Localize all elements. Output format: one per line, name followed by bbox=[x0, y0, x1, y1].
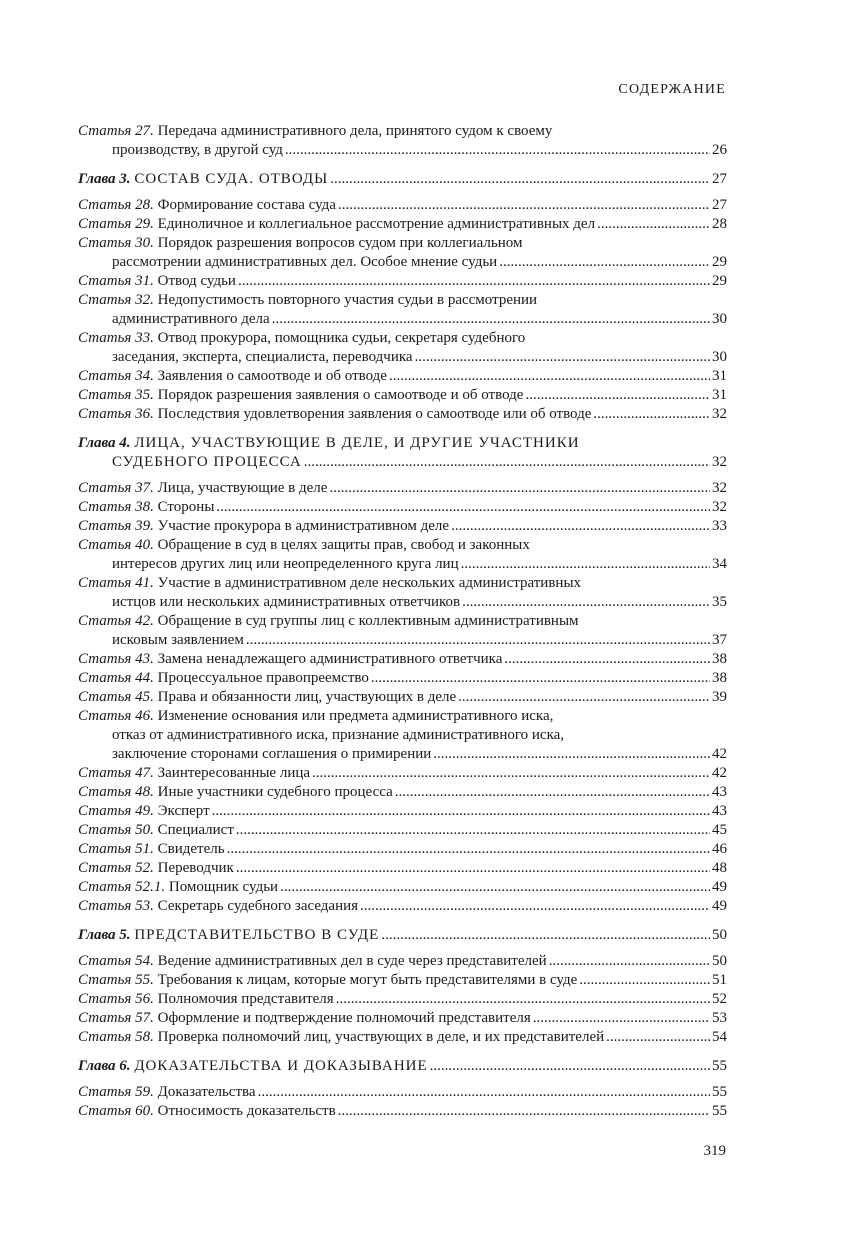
toc-article-entry bbox=[78, 291, 727, 329]
article-number: Статья 34. bbox=[78, 368, 154, 384]
toc-chapter-entry bbox=[78, 434, 727, 472]
dot-leader bbox=[338, 196, 710, 215]
toc-entry-line bbox=[78, 669, 727, 688]
article-number: Статья 53. bbox=[78, 898, 154, 914]
entry-page-number: 26 bbox=[712, 142, 727, 158]
entry-page-number: 48 bbox=[712, 860, 727, 876]
toc-entry-line bbox=[78, 631, 727, 650]
entry-title: СУДЕБНОГО ПРОЦЕССА bbox=[112, 454, 302, 470]
toc-article-entry bbox=[78, 878, 727, 897]
toc-article-entry bbox=[78, 498, 727, 517]
toc-entry-line bbox=[78, 764, 727, 783]
article-number: Статья 52.1. bbox=[78, 879, 166, 895]
toc-entry-line bbox=[78, 215, 727, 234]
dot-leader bbox=[336, 990, 710, 1009]
toc-chapter-entry bbox=[78, 926, 727, 945]
entry-title: Порядок разрешения заявления о самоотводе и об отводе bbox=[157, 387, 524, 403]
dot-leader bbox=[593, 405, 710, 424]
entry-title: Права и обязанности лиц, участвующих в деле bbox=[157, 689, 457, 705]
toc-article-entry bbox=[78, 707, 727, 764]
toc-article-entry bbox=[78, 802, 727, 821]
dot-leader bbox=[329, 479, 710, 498]
toc-article-entry bbox=[78, 952, 727, 971]
toc-entry-line bbox=[78, 688, 727, 707]
entry-title: СОСТАВ СУДА. ОТВОДЫ bbox=[134, 171, 329, 187]
entry-page-number: 35 bbox=[712, 594, 727, 610]
dot-leader bbox=[216, 498, 710, 517]
toc-entry-line bbox=[78, 783, 727, 802]
dot-leader bbox=[272, 310, 710, 329]
entry-title: Изменение основания или предмета административного иска, bbox=[157, 708, 554, 724]
toc-article-entry bbox=[78, 272, 727, 291]
article-number: Статья 38. bbox=[78, 499, 154, 515]
toc-entry-line bbox=[78, 253, 727, 272]
article-number: Статья 60. bbox=[78, 1103, 154, 1119]
dot-leader bbox=[304, 453, 710, 472]
article-number: Статья 56. bbox=[78, 991, 154, 1007]
entry-page-number: 42 bbox=[712, 746, 727, 762]
toc-article-entry bbox=[78, 574, 727, 612]
entry-title: Ведение административных дел в суде через представителей bbox=[157, 953, 547, 969]
toc-entry-line bbox=[78, 310, 727, 329]
article-number: Статья 42. bbox=[78, 613, 154, 629]
entry-title: Формирование состава суда bbox=[157, 197, 336, 213]
entry-title: Обращение в суд в целях защиты прав, свобод и законных bbox=[157, 537, 530, 553]
dot-leader bbox=[371, 669, 710, 688]
dot-leader bbox=[525, 386, 710, 405]
toc-article-entry bbox=[78, 612, 727, 650]
entry-page-number: 32 bbox=[712, 480, 727, 496]
entry-page-number: 39 bbox=[712, 689, 727, 705]
dot-leader bbox=[236, 821, 710, 840]
chapter-number: Глава 3. bbox=[78, 171, 131, 187]
entry-title: Заявления о самоотводе и об отводе bbox=[157, 368, 387, 384]
toc-entry-line bbox=[78, 971, 727, 990]
toc-entry-line bbox=[78, 122, 727, 141]
article-number: Статья 51. bbox=[78, 841, 154, 857]
dot-leader bbox=[549, 952, 710, 971]
entry-title: заключение сторонами соглашения о примирении bbox=[112, 746, 432, 762]
dot-leader bbox=[258, 1083, 710, 1102]
dot-leader bbox=[579, 971, 710, 990]
dot-leader bbox=[312, 764, 710, 783]
article-number: Статья 48. bbox=[78, 784, 154, 800]
entry-title: заседания, эксперта, специалиста, переводчика bbox=[112, 349, 413, 365]
toc-entry-line bbox=[78, 555, 727, 574]
article-number: Статья 57. bbox=[78, 1010, 154, 1026]
entry-page-number: 49 bbox=[712, 898, 727, 914]
entry-title: Эксперт bbox=[157, 803, 210, 819]
entry-title: Отвод судьи bbox=[157, 273, 236, 289]
toc-entry-line bbox=[78, 1102, 727, 1121]
entry-title: Единоличное и коллегиальное рассмотрение административных дел bbox=[157, 216, 596, 232]
entry-title: Иные участники судебного процесса bbox=[157, 784, 393, 800]
toc-chapter-entry bbox=[78, 170, 727, 189]
entry-page-number: 27 bbox=[712, 197, 727, 213]
toc-entry-line bbox=[78, 593, 727, 612]
dot-leader bbox=[415, 348, 710, 367]
toc-entry-line bbox=[78, 802, 727, 821]
entry-page-number: 50 bbox=[712, 953, 727, 969]
article-number: Статья 30. bbox=[78, 235, 154, 251]
dot-leader bbox=[227, 840, 710, 859]
toc-entry-line bbox=[78, 272, 727, 291]
article-number: Статья 50. bbox=[78, 822, 154, 838]
toc-article-entry bbox=[78, 897, 727, 916]
entry-page-number: 49 bbox=[712, 879, 727, 895]
toc-entry-line bbox=[78, 1057, 727, 1076]
toc-entry-line bbox=[78, 650, 727, 669]
toc-entry-line bbox=[78, 612, 727, 631]
entry-title: исковым заявлением bbox=[112, 632, 244, 648]
entry-page-number: 27 bbox=[712, 171, 727, 187]
article-number: Статья 59. bbox=[78, 1084, 154, 1100]
page-number: 319 bbox=[703, 1143, 726, 1159]
entry-title: Заинтересованные лица bbox=[157, 765, 311, 781]
table-of-contents bbox=[78, 122, 727, 1121]
entry-title: Участие в административном деле нескольких административных bbox=[157, 575, 582, 591]
toc-entry-line bbox=[78, 479, 727, 498]
toc-entry-line bbox=[78, 498, 727, 517]
dot-leader bbox=[458, 688, 710, 707]
entry-page-number: 31 bbox=[712, 368, 727, 384]
toc-entry-line bbox=[78, 1083, 727, 1102]
entry-page-number: 30 bbox=[712, 311, 727, 327]
entry-title: отказ от административного иска, признание административного иска, bbox=[112, 727, 565, 743]
entry-page-number: 45 bbox=[712, 822, 727, 838]
toc-article-entry bbox=[78, 536, 727, 574]
entry-title: Доказательства bbox=[157, 1084, 256, 1100]
toc-entry-line bbox=[78, 878, 727, 897]
entry-page-number: 33 bbox=[712, 518, 727, 534]
entry-page-number: 46 bbox=[712, 841, 727, 857]
toc-article-entry bbox=[78, 669, 727, 688]
entry-page-number: 34 bbox=[712, 556, 727, 572]
entry-title: Последствия удовлетворения заявления о самоотводе или об отводе bbox=[157, 406, 592, 422]
toc-entry-line bbox=[78, 1028, 727, 1047]
dot-leader bbox=[430, 1057, 710, 1076]
entry-page-number: 54 bbox=[712, 1029, 727, 1045]
toc-chapter-entry bbox=[78, 1057, 727, 1076]
article-number: Статья 45. bbox=[78, 689, 154, 705]
toc-article-entry bbox=[78, 1028, 727, 1047]
toc-entry-line bbox=[78, 405, 727, 424]
entry-title: Переводчик bbox=[157, 860, 234, 876]
entry-title: административного дела bbox=[112, 311, 270, 327]
dot-leader bbox=[499, 253, 710, 272]
toc-entry-line bbox=[78, 234, 727, 253]
entry-title: рассмотрении административных дел. Особое мнение судьи bbox=[112, 254, 498, 270]
entry-page-number: 32 bbox=[712, 406, 727, 422]
article-number: Статья 27. bbox=[78, 123, 154, 139]
toc-entry-line bbox=[78, 745, 727, 764]
toc-article-entry bbox=[78, 821, 727, 840]
entry-page-number: 31 bbox=[712, 387, 727, 403]
chapter-number: Глава 5. bbox=[78, 927, 131, 943]
dot-leader bbox=[360, 897, 710, 916]
entry-title: производству, в другой суд bbox=[112, 142, 283, 158]
dot-leader bbox=[330, 170, 710, 189]
chapter-number: Глава 6. bbox=[78, 1058, 131, 1074]
entry-title: Оформление и подтверждение полномочий представителя bbox=[157, 1010, 531, 1026]
entry-title: интересов других лиц или неопределенного круга лиц bbox=[112, 556, 459, 572]
article-number: Статья 40. bbox=[78, 537, 154, 553]
toc-article-entry bbox=[78, 650, 727, 669]
article-number: Статья 32. bbox=[78, 292, 154, 308]
article-number: Статья 39. bbox=[78, 518, 154, 534]
toc-entry-line bbox=[78, 434, 727, 453]
dot-leader bbox=[504, 650, 710, 669]
toc-article-entry bbox=[78, 971, 727, 990]
dot-leader bbox=[395, 783, 710, 802]
dot-leader bbox=[606, 1028, 710, 1047]
dot-leader bbox=[462, 593, 710, 612]
entry-page-number: 55 bbox=[712, 1058, 727, 1074]
toc-entry-line bbox=[78, 141, 727, 160]
entry-page-number: 29 bbox=[712, 254, 727, 270]
toc-entry-line bbox=[78, 348, 727, 367]
toc-article-entry bbox=[78, 764, 727, 783]
article-number: Статья 41. bbox=[78, 575, 154, 591]
article-number: Статья 46. bbox=[78, 708, 154, 724]
entry-title: Помощник судьи bbox=[168, 879, 279, 895]
dot-leader bbox=[433, 745, 710, 764]
entry-title: Секретарь судебного заседания bbox=[157, 898, 359, 914]
article-number: Статья 33. bbox=[78, 330, 154, 346]
toc-entry-line bbox=[78, 821, 727, 840]
dot-leader bbox=[338, 1102, 710, 1121]
entry-page-number: 52 bbox=[712, 991, 727, 1007]
article-number: Статья 28. bbox=[78, 197, 154, 213]
entry-page-number: 29 bbox=[712, 273, 727, 289]
dot-leader bbox=[389, 367, 710, 386]
entry-page-number: 28 bbox=[712, 216, 727, 232]
dot-leader bbox=[381, 926, 710, 945]
running-header: СОДЕРЖАНИЕ bbox=[618, 82, 726, 97]
dot-leader bbox=[238, 272, 710, 291]
toc-article-entry bbox=[78, 234, 727, 272]
entry-title: Полномочия представителя bbox=[157, 991, 334, 1007]
dot-leader bbox=[246, 631, 710, 650]
entry-title: Проверка полномочий лиц, участвующих в деле, и их представителей bbox=[157, 1029, 605, 1045]
entry-title: ДОКАЗАТЕЛЬСТВА И ДОКАЗЫВАНИЕ bbox=[134, 1058, 428, 1074]
toc-article-entry bbox=[78, 196, 727, 215]
entry-page-number: 30 bbox=[712, 349, 727, 365]
article-number: Статья 47. bbox=[78, 765, 154, 781]
toc-article-entry bbox=[78, 783, 727, 802]
entry-page-number: 42 bbox=[712, 765, 727, 781]
toc-article-entry bbox=[78, 386, 727, 405]
article-number: Статья 29. bbox=[78, 216, 154, 232]
entry-title: Стороны bbox=[157, 499, 215, 515]
entry-page-number: 37 bbox=[712, 632, 727, 648]
entry-title: Передача административного дела, принятого судом к своему bbox=[157, 123, 553, 139]
entry-title: Обращение в суд группы лиц с коллективным административным bbox=[157, 613, 579, 629]
article-number: Статья 44. bbox=[78, 670, 154, 686]
entry-page-number: 43 bbox=[712, 803, 727, 819]
toc-entry-line bbox=[78, 1009, 727, 1028]
article-number: Статья 37. bbox=[78, 480, 154, 496]
toc-entry-line bbox=[78, 536, 727, 555]
toc-article-entry bbox=[78, 329, 727, 367]
entry-title: Лица, участвующие в деле bbox=[157, 480, 328, 496]
entry-page-number: 53 bbox=[712, 1010, 727, 1026]
entry-title: Процессуальное правопреемство bbox=[157, 670, 369, 686]
entry-page-number: 38 bbox=[712, 670, 727, 686]
toc-entry-line bbox=[78, 291, 727, 310]
entry-title: Требования к лицам, которые могут быть представителями в суде bbox=[157, 972, 578, 988]
toc-article-entry bbox=[78, 405, 727, 424]
article-number: Статья 49. bbox=[78, 803, 154, 819]
toc-entry-line bbox=[78, 170, 727, 189]
entry-title: ПРЕДСТАВИТЕЛЬСТВО В СУДЕ bbox=[134, 927, 380, 943]
toc-article-entry bbox=[78, 990, 727, 1009]
entry-title: Свидетель bbox=[157, 841, 225, 857]
entry-title: Порядок разрешения вопросов судом при коллегиальном bbox=[157, 235, 523, 251]
article-number: Статья 31. bbox=[78, 273, 154, 289]
toc-entry-line bbox=[78, 517, 727, 536]
toc-entry-line bbox=[78, 453, 727, 472]
toc-article-entry bbox=[78, 840, 727, 859]
article-number: Статья 58. bbox=[78, 1029, 154, 1045]
toc-entry-line bbox=[78, 840, 727, 859]
toc-entry-line bbox=[78, 386, 727, 405]
toc-article-entry bbox=[78, 215, 727, 234]
article-number: Статья 35. bbox=[78, 387, 154, 403]
dot-leader bbox=[597, 215, 710, 234]
toc-article-entry bbox=[78, 517, 727, 536]
entry-page-number: 55 bbox=[712, 1103, 727, 1119]
toc-article-entry bbox=[78, 479, 727, 498]
toc-entry-line bbox=[78, 990, 727, 1009]
toc-article-entry bbox=[78, 367, 727, 386]
toc-entry-line bbox=[78, 574, 727, 593]
toc-article-entry bbox=[78, 688, 727, 707]
dot-leader bbox=[451, 517, 710, 536]
toc-entry-line bbox=[78, 367, 727, 386]
toc-entry-line bbox=[78, 897, 727, 916]
entry-page-number: 51 bbox=[712, 972, 727, 988]
entry-page-number: 32 bbox=[712, 454, 727, 470]
article-number: Статья 55. bbox=[78, 972, 154, 988]
toc-article-entry bbox=[78, 859, 727, 878]
dot-leader bbox=[280, 878, 710, 897]
toc-article-entry bbox=[78, 1102, 727, 1121]
entry-title: Недопустимость повторного участия судьи в рассмотрении bbox=[157, 292, 538, 308]
toc-entry-line bbox=[78, 859, 727, 878]
dot-leader bbox=[212, 802, 710, 821]
entry-title: Отвод прокурора, помощника судьи, секретаря судебного bbox=[157, 330, 526, 346]
article-number: Статья 43. bbox=[78, 651, 154, 667]
article-number: Статья 52. bbox=[78, 860, 154, 876]
toc-entry-line bbox=[78, 196, 727, 215]
entry-title: Замена ненадлежащего административного ответчика bbox=[157, 651, 503, 667]
entry-page-number: 38 bbox=[712, 651, 727, 667]
toc-article-entry bbox=[78, 1083, 727, 1102]
entry-title: Специалист bbox=[157, 822, 234, 838]
entry-title: Участие прокурора в административном деле bbox=[157, 518, 450, 534]
toc-entry-line bbox=[78, 707, 727, 726]
dot-leader bbox=[533, 1009, 710, 1028]
dot-leader bbox=[236, 859, 710, 878]
toc-entry-line bbox=[78, 726, 727, 745]
entry-title: Относимость доказательств bbox=[157, 1103, 336, 1119]
entry-title: истцов или нескольких административных ответчиков bbox=[112, 594, 461, 610]
toc-article-entry bbox=[78, 122, 727, 160]
toc-entry-line bbox=[78, 952, 727, 971]
entry-title: ЛИЦА, УЧАСТВУЮЩИЕ В ДЕЛЕ, И ДРУГИЕ УЧАСТНИКИ bbox=[134, 435, 580, 451]
entry-page-number: 43 bbox=[712, 784, 727, 800]
entry-page-number: 50 bbox=[712, 927, 727, 943]
toc-entry-line bbox=[78, 329, 727, 348]
toc-entry-line bbox=[78, 926, 727, 945]
dot-leader bbox=[461, 555, 710, 574]
entry-page-number: 55 bbox=[712, 1084, 727, 1100]
article-number: Статья 36. bbox=[78, 406, 154, 422]
dot-leader bbox=[285, 141, 710, 160]
toc-article-entry bbox=[78, 1009, 727, 1028]
article-number: Статья 54. bbox=[78, 953, 154, 969]
entry-page-number: 32 bbox=[712, 499, 727, 515]
chapter-number: Глава 4. bbox=[78, 435, 131, 451]
